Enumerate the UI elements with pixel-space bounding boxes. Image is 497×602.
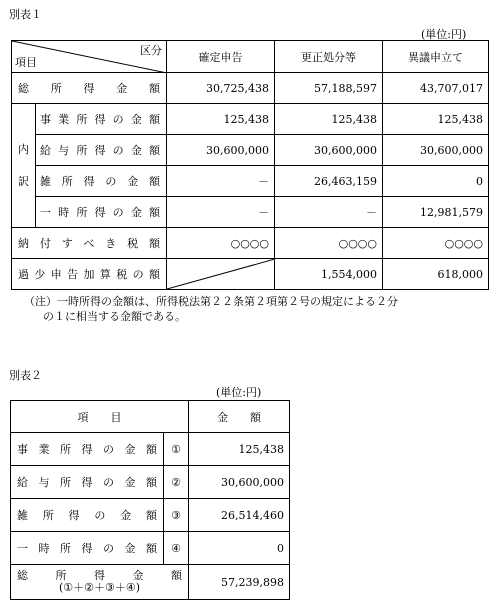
table1 bbox=[11, 40, 489, 290]
table-row bbox=[11, 499, 290, 532]
cell-value: 26,463,159 bbox=[275, 166, 383, 197]
empty-cell-diagonal-line bbox=[167, 259, 275, 289]
row-label: 雑所得の金額 bbox=[11, 499, 164, 532]
row-number: ② bbox=[164, 466, 189, 499]
table1-footnote bbox=[24, 294, 484, 324]
cell-value: 618,000 bbox=[383, 259, 489, 290]
table-row bbox=[11, 433, 290, 466]
cell-value: － bbox=[167, 197, 275, 228]
group-label-char: 内 bbox=[18, 142, 29, 156]
table-row bbox=[11, 466, 290, 499]
header-col-label: 区分 bbox=[140, 44, 162, 57]
cell-value: 26,514,460 bbox=[189, 499, 290, 532]
group-label-char: 訳 bbox=[18, 174, 29, 188]
footnote-line: の１に相当する金額である。 bbox=[43, 310, 186, 323]
table1-header-corner bbox=[12, 41, 167, 73]
footnote-line: （注）一時所得の金額は、所得税法第２２条第２項第２号の規定による２分 bbox=[24, 295, 398, 308]
header-row-label: 項目 bbox=[15, 56, 37, 69]
cell-value: 30,600,000 bbox=[383, 135, 489, 166]
breakdown-group-label bbox=[12, 104, 36, 228]
table1-caption: 別表１ bbox=[9, 8, 42, 21]
col-header-amount: 金 額 bbox=[189, 401, 290, 433]
cell-value: 125,438 bbox=[383, 104, 489, 135]
row-number: ③ bbox=[164, 499, 189, 532]
table-row-total-income bbox=[12, 73, 489, 104]
row-label: 総 所 得 金 額 bbox=[12, 73, 167, 104]
table-row-penalty bbox=[12, 259, 489, 290]
col-header-kakutei: 確定申告 bbox=[167, 41, 275, 73]
table-row bbox=[11, 532, 290, 565]
row-number: ① bbox=[164, 433, 189, 466]
table-row-misc-income bbox=[12, 166, 489, 197]
cell-value: ○○○○ bbox=[383, 228, 489, 259]
row-label: 事業所得の金額 bbox=[11, 433, 164, 466]
table-row-salary-income bbox=[12, 135, 489, 166]
cell-value: － bbox=[167, 166, 275, 197]
table-row-occasional-income bbox=[12, 197, 489, 228]
cell-value: 0 bbox=[189, 532, 290, 565]
total-formula: (①＋②＋③＋④) bbox=[58, 581, 141, 594]
row-label: 納付すべき税額 bbox=[12, 228, 167, 259]
row-label: 一時所得の金額 bbox=[36, 197, 167, 228]
cell-value: 125,438 bbox=[275, 104, 383, 135]
cell-value: 30,600,000 bbox=[189, 466, 290, 499]
cell-value: ○○○○ bbox=[167, 228, 275, 259]
table2-unit: (単位:円) bbox=[216, 386, 262, 399]
table-row-tax-due bbox=[12, 228, 489, 259]
cell-value: 125,438 bbox=[167, 104, 275, 135]
cell-value: 1,554,000 bbox=[275, 259, 383, 290]
total-label: 総所得金額 bbox=[17, 569, 182, 582]
cell-value: 57,239,898 bbox=[189, 565, 290, 600]
col-header-igi: 異議申立て bbox=[383, 41, 489, 73]
cell-value: ○○○○ bbox=[275, 228, 383, 259]
row-label: 給与所得の金額 bbox=[36, 135, 167, 166]
total-label-cell bbox=[11, 565, 189, 600]
table1-unit: (単位:円) bbox=[421, 28, 467, 41]
row-label: 過少申告加算税の額 bbox=[12, 259, 167, 290]
table2-caption: 別表２ bbox=[9, 369, 42, 382]
cell-value: 12,981,579 bbox=[383, 197, 489, 228]
cell-value: 30,725,438 bbox=[167, 73, 275, 104]
col-header-kousei: 更正処分等 bbox=[275, 41, 383, 73]
cell-value: 57,188,597 bbox=[275, 73, 383, 104]
cell-value: 0 bbox=[383, 166, 489, 197]
row-label: 一時所得の金額 bbox=[11, 532, 164, 565]
table-row-business-income bbox=[12, 104, 489, 135]
cell-value: 30,600,000 bbox=[167, 135, 275, 166]
cell-value: 43,707,017 bbox=[383, 73, 489, 104]
table2 bbox=[10, 400, 290, 600]
row-label: 給与所得の金額 bbox=[11, 466, 164, 499]
cell-value-diagonal bbox=[167, 259, 275, 290]
cell-value: 125,438 bbox=[189, 433, 290, 466]
table-row-total bbox=[11, 565, 290, 600]
cell-value: 30,600,000 bbox=[275, 135, 383, 166]
col-header-item: 項 目 bbox=[11, 401, 189, 433]
row-number: ④ bbox=[164, 532, 189, 565]
cell-value: － bbox=[275, 197, 383, 228]
row-label: 雑所得の金額 bbox=[36, 166, 167, 197]
row-label: 事業所得の金額 bbox=[36, 104, 167, 135]
